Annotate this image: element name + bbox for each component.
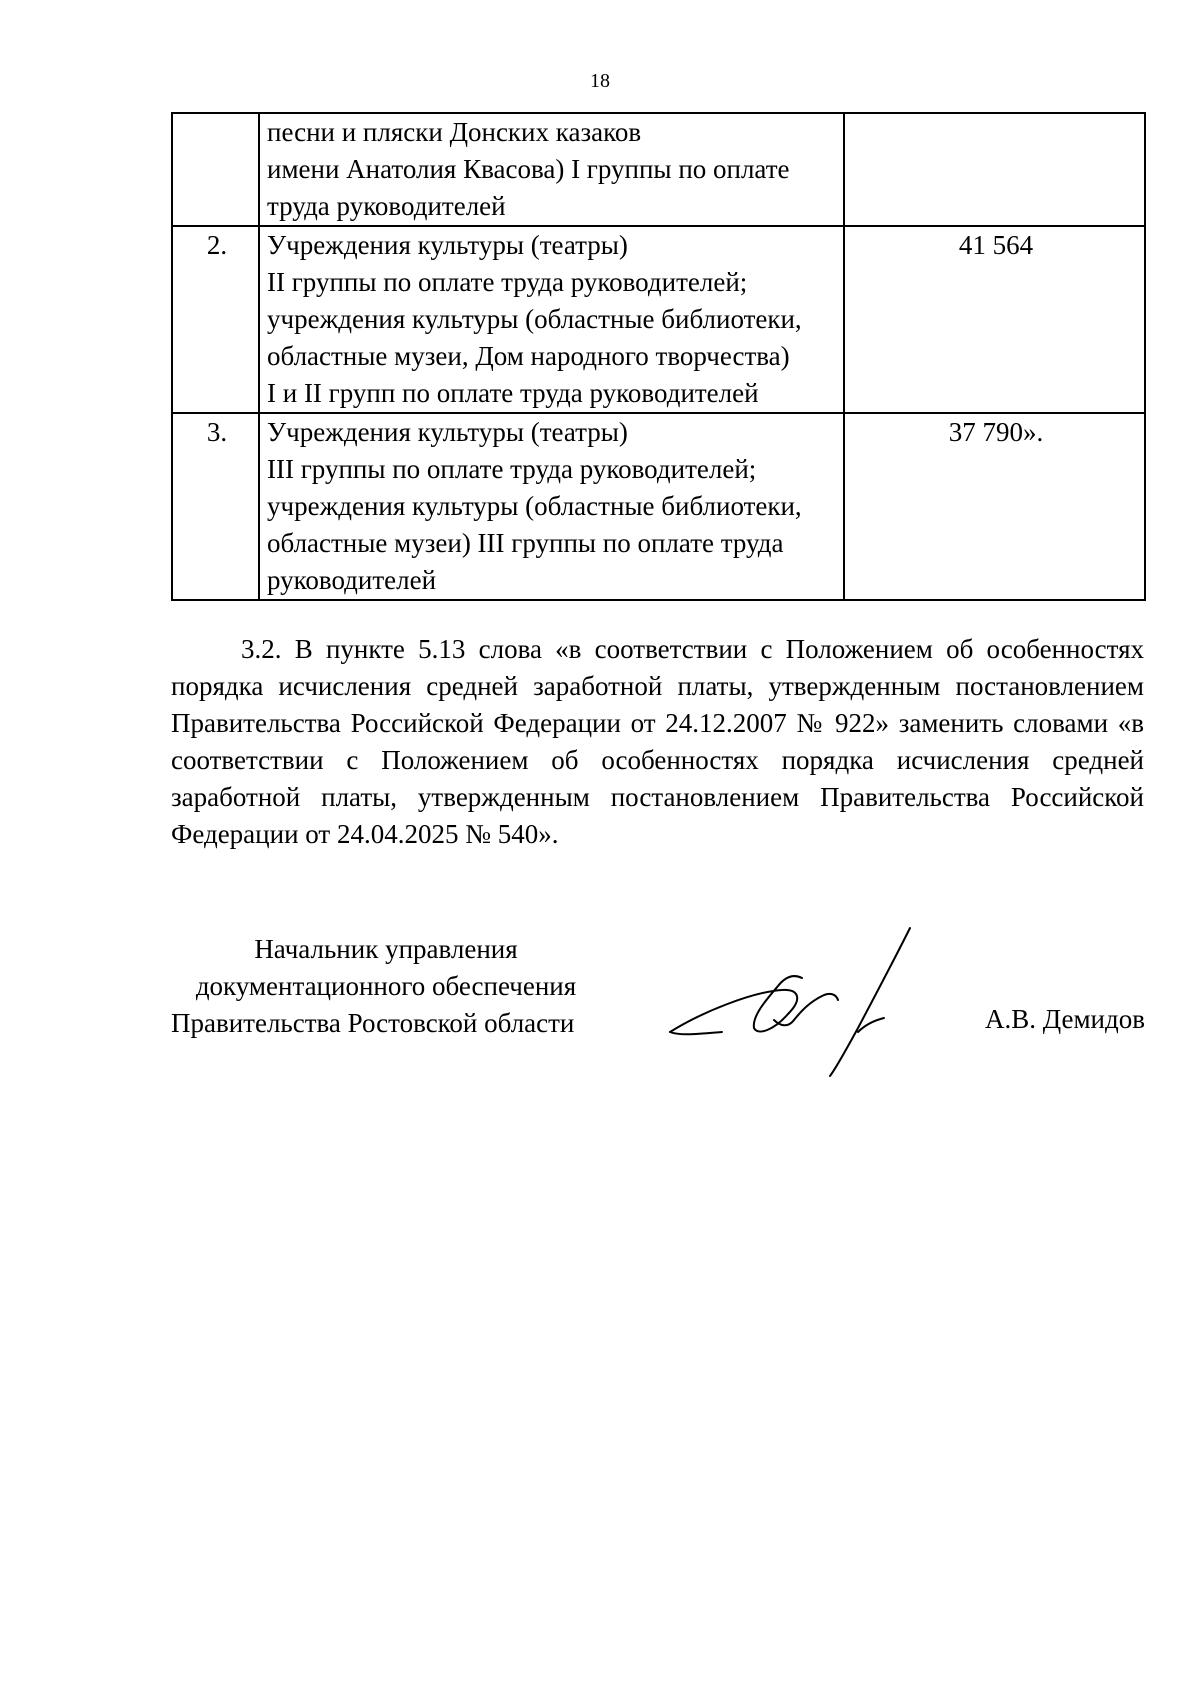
row-description-line: руководителей: [267, 565, 437, 595]
row-value: 41 564: [844, 226, 1145, 413]
signer-position: [171, 931, 601, 1042]
row-number: 3.: [172, 413, 259, 600]
row-description-line: Учреждения культуры (театры): [267, 417, 628, 447]
amendment-paragraph: 3.2. В пункте 5.13 слова «в соответствии с Положением об особенностях порядка исчисления средней заработной платы, утвержденным постановлением Правительства Российской Федерации от 24.12.2007 № 922» заменить словами «в соответствии с Положением об особенностях порядка исчисления средней заработной платы, утвержденным постановлением Правительства Российской Федерации от 24.04.2025 № 540».: [171, 634, 1144, 849]
row-description-line: Учреждения культуры (театры): [267, 230, 628, 260]
row-description-line: учреждения культуры (областные библиотеки,: [267, 491, 802, 521]
signer-position-line: документационного обеспечения: [195, 971, 577, 1001]
handwritten-signature: [662, 920, 962, 1080]
signer-name: А.В. Демидов: [984, 1004, 1145, 1034]
row-description-line: областные музеи, Дом народного творчества): [267, 341, 790, 371]
row-description-line: песни и пляски Донских казаков: [267, 117, 642, 147]
row-description-line: III группы по оплате труда руководителей;: [267, 454, 757, 484]
table-row: [172, 413, 1145, 600]
table-row: [172, 226, 1145, 413]
row-description-line: II группы по оплате труда руководителей;: [267, 267, 748, 297]
row-value: 37 790».: [844, 413, 1145, 600]
row-number: 2.: [172, 226, 259, 413]
page-number: 18: [590, 70, 610, 92]
table-row: [172, 113, 1145, 226]
salary-table: [171, 112, 1146, 601]
row-description: [259, 413, 844, 600]
row-description-line: I и II групп по оплате труда руководителей: [267, 378, 759, 408]
row-description-line: областные музеи) III группы по оплате труда: [267, 528, 784, 558]
row-description-line: труда руководителей: [267, 191, 506, 221]
row-value: [844, 113, 1145, 226]
signer-position-line: Правительства Ростовской области: [171, 1008, 575, 1038]
row-description: [259, 226, 844, 413]
row-description-line: учреждения культуры (областные библиотеки,: [267, 304, 802, 334]
row-number: [172, 113, 259, 226]
row-description: [259, 113, 844, 226]
signer-position-line: Начальник управления: [254, 934, 518, 964]
row-description-line: имени Анатолия Квасова) I группы по оплате: [267, 154, 790, 184]
